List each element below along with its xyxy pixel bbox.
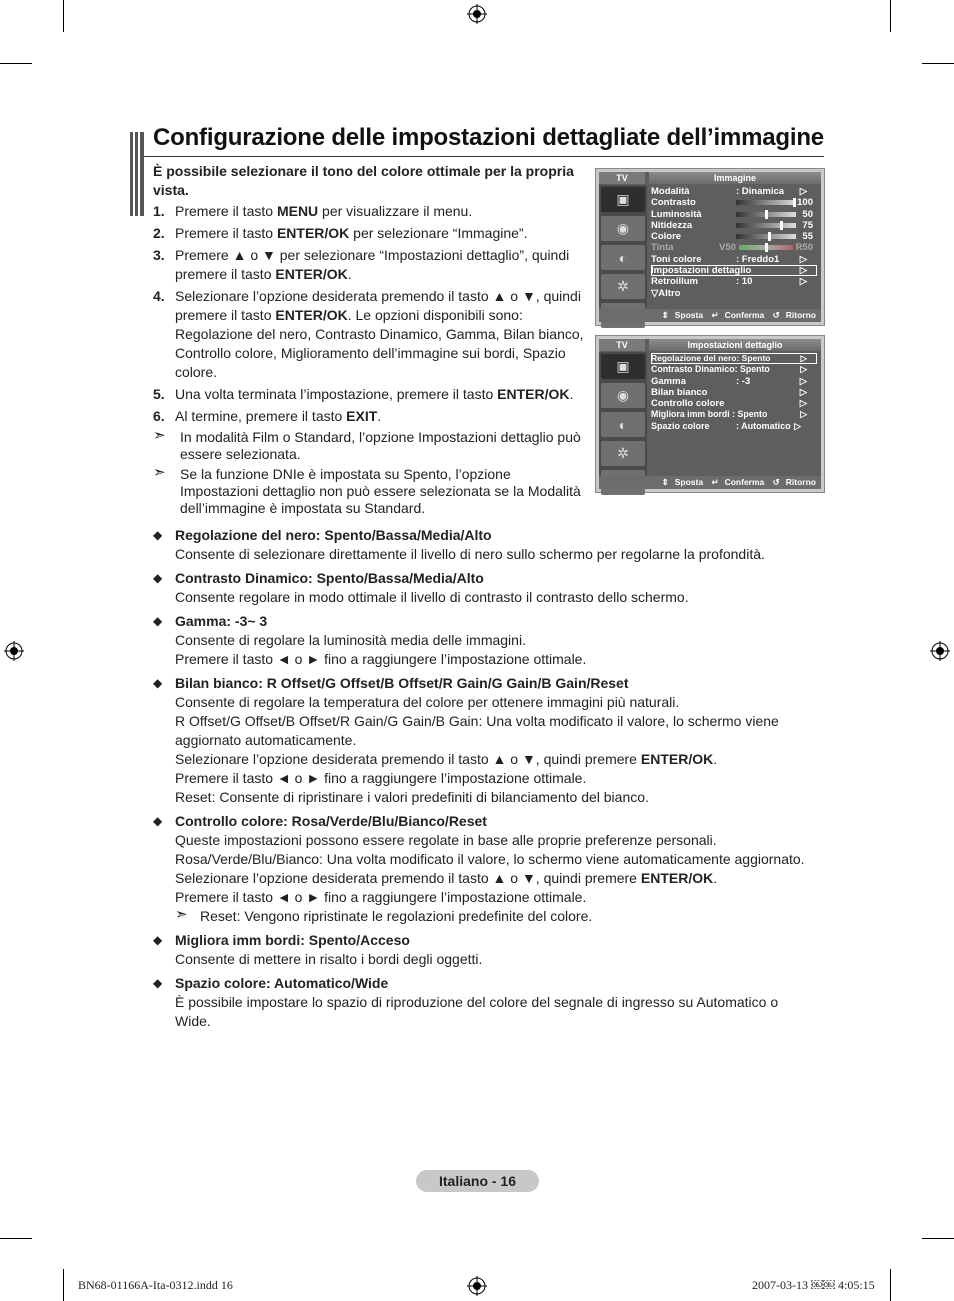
slider-knob[interactable] [780, 221, 783, 230]
option-heading: Contrasto Dinamico: Spento/Bassa/Media/Alto [175, 570, 484, 586]
option-text: Consente di regolare la luminosità media delle immagini. [175, 632, 526, 648]
option-text-part: Selezionare l’opzione desiderata premendo il tasto ▲ o ▼, quindi premere [175, 870, 641, 886]
option-item [153, 812, 833, 926]
option-key: ENTER/OK [640, 870, 714, 886]
move-icon: ⇕ [661, 477, 669, 487]
crop-mark [63, 1269, 64, 1301]
option-text [175, 750, 833, 769]
osd-row-value: : Freddo1 [736, 253, 780, 265]
return-icon: ↺ [772, 310, 780, 320]
option-heading: Gamma: -3~ 3 [175, 613, 268, 629]
osd-row-value: : Dinamica [736, 186, 785, 197]
step-number: 4. [153, 288, 165, 304]
osd-header: Immagine [649, 172, 821, 184]
osd-row-modalita[interactable] [651, 186, 817, 197]
osd-row-number: 100 [797, 197, 813, 209]
option-heading: Regolazione del nero: Spento/Bassa/Media/Alto [175, 527, 492, 543]
step-item [153, 224, 593, 243]
osd-tv-tab: TV [599, 339, 645, 351]
option-item [153, 974, 833, 1031]
osd-row-label: Contrasto [651, 197, 696, 209]
osd-row-label: Modalità [651, 186, 690, 197]
osd-immagine-screen [595, 168, 825, 326]
crop-mark [63, 0, 64, 32]
note [153, 429, 593, 463]
option-heading: Bilan bianco: R Offset/G Offset/B Offset/R Gain/G Gain/B Gain/Reset [175, 675, 629, 691]
step-item [153, 287, 593, 382]
osd-row-value: : 10 [736, 276, 753, 288]
option-heading: Controllo colore: Rosa/Verde/Blu/Bianco/Reset [175, 813, 487, 829]
osd-row-contrasto[interactable] [651, 197, 817, 208]
arrow-right-icon: ▷ [799, 386, 807, 398]
option-text: Reset: Consente di ripristinare i valori predefiniti di bilanciamento del bianco. [175, 789, 649, 805]
note-text: In modalità Film o Standard, l’opzione Impostazioni dettaglio può essere selezionata. [180, 429, 581, 462]
picture-icon: ▣ [601, 187, 645, 212]
steps-list [153, 202, 593, 520]
osd-slider[interactable] [736, 200, 796, 205]
note-arrow-icon: ➣ [153, 464, 166, 481]
step-item [153, 407, 593, 426]
arrow-right-icon: ▷ [799, 253, 807, 265]
step-number: 1. [153, 203, 165, 219]
option-text [175, 869, 833, 888]
step-text: Una volta terminata l’impostazione, premere il tasto [175, 386, 498, 402]
step-key: ENTER/OK [276, 225, 350, 241]
crop-mark [0, 1238, 32, 1239]
step-item [153, 202, 593, 221]
osd-row-bilan-bianco[interactable] [651, 387, 817, 398]
step-text: per visualizzare il menu. [318, 203, 473, 219]
osd-row-label: Migliora imm bordi : Spento [651, 409, 768, 420]
crop-mark [922, 63, 954, 64]
osd-row-spazio-colore[interactable] [651, 421, 817, 432]
osd-row-gamma[interactable] [651, 376, 817, 387]
osd-row-tinta[interactable] [651, 242, 817, 253]
crop-mark [890, 0, 891, 32]
setup-icon: ✲ [601, 274, 645, 299]
osd-side-icons [599, 185, 647, 308]
footer-enter: Conferma [724, 310, 765, 320]
return-icon: ↺ [772, 477, 780, 487]
note-arrow-icon: ➣ [175, 906, 188, 923]
option-item [153, 569, 833, 607]
step-text: Premere il tasto [175, 203, 277, 219]
step-text: . [377, 408, 382, 424]
option-item [153, 612, 833, 669]
option-heading: Migliora imm bordi: Spento/Acceso [175, 932, 410, 948]
option-heading: Spazio colore: Automatico/Wide [175, 975, 389, 991]
option-text: Premere il tasto ◄ o ► fino a raggiungere l’impostazione ottimale. [175, 889, 587, 905]
osd-row-toni-colore[interactable] [651, 254, 817, 265]
step-text: Premere il tasto [175, 225, 277, 241]
footer-move: Sposta [674, 477, 704, 487]
slider-knob[interactable] [768, 232, 771, 241]
osd-footer [599, 476, 821, 489]
osd-slider[interactable] [736, 223, 796, 228]
step-text: Selezionare l’opzione desiderata premendo il tasto ▲ o ▼, quindi premere il tasto [175, 288, 581, 323]
diamond-bullet-icon: ◆ [153, 933, 163, 947]
osd-row-label: Contrasto Dinamico: Spento [651, 364, 770, 375]
option-text-part: . [713, 751, 718, 767]
options-list [153, 526, 833, 1036]
page-number-tag: Italiano - 16 [416, 1170, 539, 1192]
imprint-date: 2007-03-13 ￼￼ 4:05:15 [752, 1278, 875, 1292]
osd-row-migliora-bordi[interactable] [651, 409, 817, 420]
osd-row-regolazione-nero[interactable] [651, 353, 817, 364]
channel-icon: ◐ [601, 245, 645, 270]
osd-side-icons [599, 352, 647, 475]
registration-mark-icon [4, 641, 24, 661]
step-text: . Le opzioni disponibili sono: Regolazione del nero, Contrasto Dinamico, Gamma, Bilan bianco, Controllo colore, Miglioramento dell’immagine sui bordi, Spazio colore. [175, 307, 584, 380]
option-text: Rosa/Verde/Blu/Bianco: Una volta modificato il valore, lo schermo viene automaticamente aggiornato. [175, 851, 805, 867]
osd-slider[interactable] [736, 234, 796, 239]
option-text: È possibile impostare lo spazio di riproduzione del colore del segnale di ingresso su Automatico o Wide. [175, 994, 779, 1029]
step-number: 2. [153, 225, 165, 241]
enter-icon: ↵ [711, 310, 719, 320]
footer-enter: Conferma [724, 477, 765, 487]
option-text: Consente di regolare la temperatura del colore per ottenere immagini più naturali. [175, 694, 680, 710]
osd-row-controllo-colore[interactable] [651, 398, 817, 409]
osd-row-contrasto-dinamico[interactable] [651, 364, 817, 375]
step-key: EXIT [346, 408, 378, 424]
option-key: ENTER/OK [640, 751, 714, 767]
note [175, 907, 833, 926]
option-text: Queste impostazioni possono essere regolate in base alle proprie preferenze personali. [175, 832, 717, 848]
sound-icon: ◉ [601, 216, 645, 241]
setup-icon: ✲ [601, 441, 645, 466]
diamond-bullet-icon: ◆ [153, 676, 163, 690]
osd-row-colore[interactable] [651, 231, 817, 242]
diamond-bullet-icon: ◆ [153, 614, 163, 628]
arrow-right-icon: ▷ [799, 265, 807, 277]
osd-row-label: Toni colore [651, 253, 702, 265]
diamond-bullet-icon: ◆ [153, 528, 163, 542]
slider-knob[interactable] [765, 210, 768, 219]
diamond-bullet-icon: ◆ [153, 976, 163, 990]
osd-row-retroillum[interactable] [651, 276, 817, 287]
step-key: MENU [276, 203, 319, 219]
option-text: Consente regolare in modo ottimale il livello di contrasto il contrasto dello schermo. [175, 589, 689, 605]
osd-row-number: 75 [802, 219, 813, 231]
step-text: per selezionare “Immagine”. [349, 225, 528, 241]
step-text: Al termine, premere il tasto [175, 408, 347, 424]
footer-back: Ritorno [785, 477, 816, 487]
note-arrow-icon: ➣ [153, 427, 166, 444]
step-item [153, 385, 593, 404]
osd-row-impostazioni-dettaglio[interactable] [651, 265, 817, 276]
arrow-right-icon: ▷ [799, 186, 807, 197]
option-item [153, 674, 833, 807]
arrow-right-icon: ▷ [799, 398, 807, 410]
arrow-right-icon: ▷ [800, 409, 807, 420]
osd-row-luminosita[interactable] [651, 209, 817, 220]
osd-footer [599, 309, 821, 322]
option-item [153, 526, 833, 564]
diamond-bullet-icon: ◆ [153, 814, 163, 828]
option-text-part: Selezionare l’opzione desiderata premendo il tasto ▲ o ▼, quindi premere [175, 751, 641, 767]
slider-knob[interactable] [793, 198, 796, 207]
title-divider [144, 156, 824, 157]
osd-tv-tab: TV [599, 172, 645, 184]
arrow-right-icon: ▷ [794, 420, 801, 431]
osd-row-label: Regolazione del nero: Spento [651, 353, 771, 363]
step-key: ENTER/OK [275, 307, 348, 323]
step-number: 5. [153, 386, 165, 402]
osd-tint-right: R50 [795, 242, 813, 254]
picture-icon: ▣ [601, 354, 645, 379]
osd-row-label: Nitidezza [651, 219, 693, 231]
osd-row-number: 55 [802, 231, 813, 243]
option-text: Premere il tasto ◄ o ► fino a raggiungere l’impostazione ottimale. [175, 651, 587, 667]
diamond-bullet-icon: ◆ [153, 571, 163, 585]
note-text: Se la funzione DNIe è impostata su Spento, l’opzione Impostazioni dettaglio non può essere selezionata se la Modalità dell’immagine è impostata su Standard. [180, 466, 581, 516]
osd-row-label: Controllo colore [651, 398, 725, 410]
osd-menu [651, 186, 817, 299]
footer-move: Sposta [674, 310, 704, 320]
step-item [153, 246, 593, 284]
osd-row-value: : Automatico [736, 420, 791, 431]
option-text: R Offset/G Offset/B Offset/R Gain/G Gain/B Gain: Una volta modificato il valore, lo schermo viene aggiornato automaticamente. [175, 713, 779, 748]
osd-header: Impostazioni dettaglio [649, 339, 821, 351]
option-text: Consente di selezionare direttamente il livello di nero sullo schermo per regolarne la profondità. [175, 546, 765, 562]
option-item [153, 931, 833, 969]
osd-row-label: Colore [651, 231, 682, 243]
note [153, 466, 593, 517]
option-text: Consente di mettere in risalto i bordi degli oggetti. [175, 951, 483, 967]
step-text: Premere ▲ o ▼ per selezionare “Impostazioni dettaglio”, quindi premere il tasto [175, 247, 570, 282]
registration-mark-icon [467, 1276, 487, 1296]
channel-icon: ◐ [601, 412, 645, 437]
osd-row-value: : -3 [736, 375, 751, 387]
osd-row-label: Impostazioni dettaglio [651, 265, 752, 277]
step-key: ENTER/OK [497, 386, 570, 402]
osd-row-label: Spazio colore [651, 420, 710, 431]
registration-mark-icon [467, 4, 487, 24]
arrow-right-icon: ▷ [800, 353, 807, 363]
title-decoration [130, 132, 144, 216]
osd-row-label: Luminosità [651, 208, 702, 220]
step-key: ENTER/OK [275, 266, 348, 282]
registration-mark-icon [930, 641, 950, 661]
imprint-file: BN68-01166A-Ita-0312.indd 16 [78, 1278, 233, 1292]
step-text: . [569, 386, 574, 402]
intro-text: È possibile selezionare il tono del colore ottimale per la propria vista. [153, 163, 574, 198]
osd-row-label: Gamma [651, 375, 686, 387]
osd-panel [599, 339, 821, 489]
osd-row-label: ▽Altro [651, 287, 681, 299]
osd-impostazioni-dettaglio-screen [595, 335, 825, 493]
osd-row-label: Retroillum [651, 276, 698, 288]
crop-mark [890, 1269, 891, 1301]
move-icon: ⇕ [661, 310, 669, 320]
arrow-right-icon: ▷ [799, 375, 807, 387]
option-text: Premere il tasto ◄ o ► fino a raggiungere l’impostazione ottimale. [175, 770, 587, 786]
osd-slider[interactable] [736, 212, 796, 217]
arrow-right-icon: ▷ [799, 276, 807, 288]
step-number: 6. [153, 408, 165, 424]
osd-panel [599, 172, 821, 322]
sound-icon: ◉ [601, 383, 645, 408]
osd-menu [651, 353, 817, 432]
osd-row-label: Tinta [651, 242, 674, 254]
slider-knob[interactable] [765, 243, 768, 252]
osd-tint-left: V50 [719, 242, 736, 254]
option-text-part: . [713, 870, 718, 886]
osd-row-nitidezza[interactable] [651, 220, 817, 231]
enter-icon: ↵ [711, 477, 719, 487]
footer-back: Ritorno [785, 310, 816, 320]
page-title: Configurazione delle impostazioni dettagliate dell’immagine [153, 124, 824, 151]
step-text: . [347, 266, 352, 282]
crop-mark [0, 63, 32, 64]
note-text: Reset: Vengono ripristinate le regolazioni predefinite del colore. [200, 908, 593, 924]
osd-row-altro[interactable] [651, 288, 817, 299]
osd-slider[interactable] [739, 245, 793, 250]
step-number: 3. [153, 247, 165, 263]
osd-row-label: Bilan bianco [651, 386, 708, 398]
crop-mark [922, 1238, 954, 1239]
osd-row-number: 50 [802, 208, 813, 220]
arrow-right-icon: ▷ [800, 364, 807, 375]
